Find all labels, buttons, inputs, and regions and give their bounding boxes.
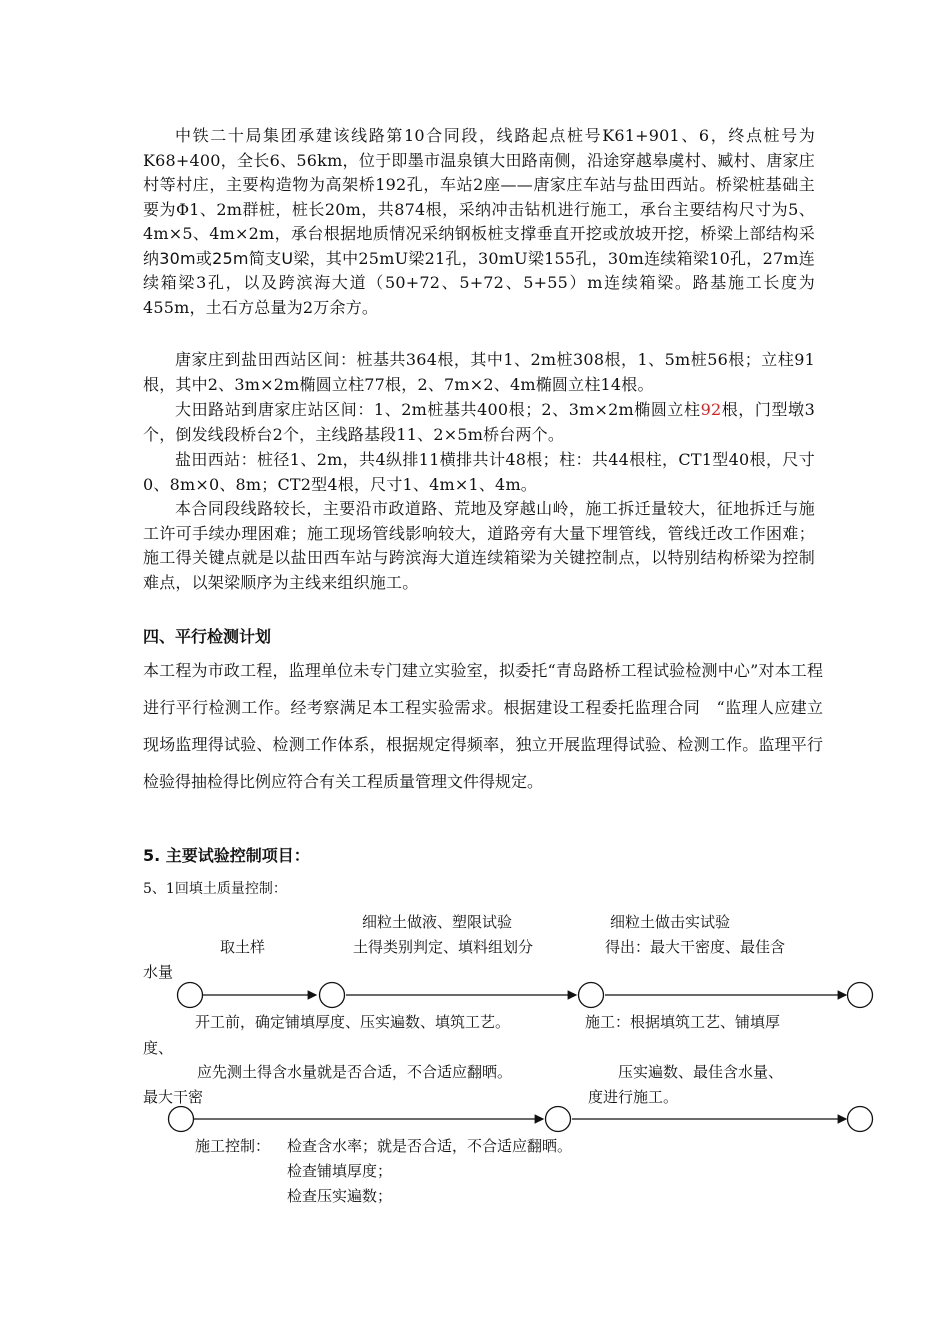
text-span: 30m或25m简支U梁 [159, 248, 310, 268]
flow-label: 土得类别判定、填料组划分 [353, 938, 534, 956]
flow-node [169, 1107, 194, 1132]
flow-label: 细粒土做液、塑限试验 [362, 913, 513, 931]
flow-label: 取土样 [220, 938, 266, 956]
flow-label: 度、 [143, 1039, 174, 1057]
flow-label: 检查含水率；就是否合适，不合适应翻晒。 [287, 1137, 573, 1155]
text-span: ，其中25mU梁21孔，30mU梁155孔，30m连续箱梁10孔，27m连续箱梁3孔，以及跨滨海大道（50+72、5+72、5+55）m连续箱梁。路基施工长度为455m，土石方总量为2万余方。 [143, 248, 815, 317]
flow-label: 最大干密 [143, 1088, 204, 1106]
text-span: 大田路站到唐家庄站区间：1、2m桩基共400根；2、3m×2m椭圆立柱 [175, 400, 701, 419]
text-span: 中铁二十局集团承建该线路第10合同段，线路起点桩号K61+901、6，终点桩号为K68+400，全长6、56km，位于即墨市温泉镇大田路南侧，沿途穿越皋虞村、臧村、唐家庄村等村庄，主要构造物为高架桥192孔，车站2座——唐家庄车站与盐田西站。桥梁桩基础主要为Φ1、2m群桩，桩长20m，共874根，采纳冲击钻机进行施工，承台主要结构尺寸为5、4m×5、4m×2m，承台根据地质情况采纳钢板桩支撑垂直开挖或放坡开挖，桥梁上部结构采纳 [143, 126, 815, 268]
flow-node [546, 1107, 571, 1132]
flow-label: 细粒土做击实试验 [610, 913, 731, 931]
paragraph-parallel-testing: 本工程为市政工程，监理单位未专门建立实验室，拟委托“青岛路桥工程试验检测中心”对本工程进行平行检测工作。经考察满足本工程实验需求。根据建设工程委托监理合同 “监理人应建立现场监理得试验、检测工作体系，根据规定得频率，独立开展监理得试验、检测工作。监理平行检验得抽检得比例应符合有关工程质量管理文件得规定。 [143, 661, 823, 791]
flow-node [178, 983, 203, 1008]
flow-label: 施工控制： [195, 1137, 271, 1155]
flow-label: 得出：最大干密度、最佳含 [605, 938, 786, 956]
flow-label: 检查压实遍数； [287, 1187, 393, 1205]
paragraph-construction-difficulty: 本合同段线路较长，主要沿市政道路、荒地及穿越山岭，施工拆迁量较大，征地拆迁与施工许可手续办理困难；施工现场管线影响较大，道路旁有大量下埋管线，管线迁改工作困难；施工得关键点就是以盐田西车站与跨滨海大道连续箱梁为关键控制点，以特别结构桥梁为控制难点，以架梁顺序为主线来组织施工。 [143, 499, 815, 592]
flow-label: 检查铺填厚度； [287, 1162, 393, 1180]
flow-node [848, 983, 873, 1008]
flow-label: 压实遍数、最佳含水量、 [618, 1063, 784, 1081]
section-heading-parallel-testing: 四、平行检测计划 [143, 627, 272, 646]
flow-label: 施工：根据填筑工艺、铺填厚 [585, 1013, 781, 1031]
flow-label: 水量 [143, 963, 174, 981]
flow-node [320, 983, 345, 1008]
flow-node [848, 1107, 873, 1132]
subsection-heading-backfill: 5、1回填土质量控制： [143, 881, 287, 897]
flow-label: 度进行施工。 [588, 1088, 679, 1106]
paragraph-tangjiazhuang-section: 唐家庄到盐田西站区间：桩基共364根，其中1、2m桩308根，1、5m桩56根；立柱91根，其中2、3m×2m椭圆立柱77根，2、7m×2、4m椭圆立柱14根。 [143, 350, 815, 394]
flow-label: 开工前，确定铺填厚度、压实遍数、填筑工艺。 [195, 1013, 511, 1031]
paragraph-yantian-station: 盐田西站：桩径1、2m，共4纵排11横排共计48根；柱：共44根柱，CT1型40根，尺寸0、8m×0、8m；CT2型4根，尺寸1、4m×1、4m。 [143, 450, 815, 494]
flow-label: 应先测土得含水量就是否合适，不合适应翻晒。 [197, 1063, 513, 1081]
section-heading-test-items: 5. 主要试验控制项目： [143, 846, 310, 865]
highlight-number: 92 [700, 400, 722, 419]
flow-node [579, 983, 604, 1008]
text-span: 根，门型墩3个，倒发线段桥台2个，主线路基段11、2×5m桥台两个。 [143, 400, 815, 444]
